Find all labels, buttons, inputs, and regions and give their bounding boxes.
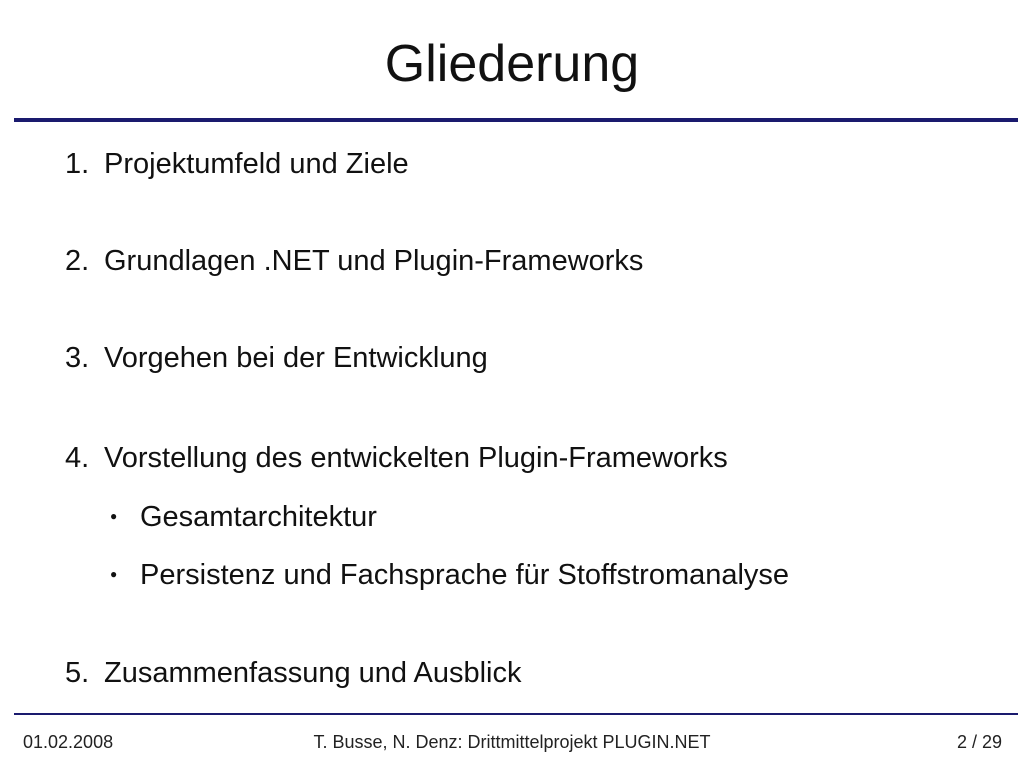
sub-item-label: Gesamtarchitektur bbox=[140, 501, 377, 533]
outline-item-number: 2. bbox=[65, 245, 90, 277]
outline-item-number: 1. bbox=[65, 148, 90, 180]
sub-item-persistenz bbox=[110, 557, 789, 594]
outline-item-label: Grundlagen .NET und Plugin-Frameworks bbox=[104, 245, 644, 277]
outline-item-label: Projektumfeld und Ziele bbox=[104, 148, 409, 180]
sub-item-gesamtarchitektur bbox=[110, 499, 377, 536]
outline-item-2 bbox=[65, 243, 643, 279]
outline-item-number: 4. bbox=[65, 442, 90, 474]
outline-item-5 bbox=[65, 655, 522, 691]
bullet-icon: ● bbox=[110, 567, 118, 582]
sub-item-label: Persistenz und Fachsprache für Stoffstromanalyse bbox=[140, 559, 790, 591]
outline-item-number: 3. bbox=[65, 342, 90, 374]
title-divider bbox=[14, 118, 1018, 122]
outline-item-4 bbox=[65, 440, 728, 476]
outline-item-1 bbox=[65, 146, 409, 182]
outline-item-number: 5. bbox=[65, 657, 90, 689]
page-number: 2 / 29 bbox=[956, 732, 1002, 752]
outline-item-label: Zusammenfassung und Ausblick bbox=[104, 657, 522, 689]
bullet-icon: ● bbox=[110, 509, 118, 524]
footer-title: T. Busse, N. Denz: Drittmittelprojekt PLUGIN.NET bbox=[313, 732, 711, 752]
footer-date: 01.02.2008 bbox=[23, 732, 114, 752]
outline-item-label: Vorgehen bei der Entwicklung bbox=[104, 342, 488, 374]
outline-item-3 bbox=[65, 340, 488, 376]
outline-item-label: Vorstellung des entwickelten Plugin-Frameworks bbox=[104, 442, 728, 474]
slide-title: Gliederung bbox=[384, 35, 640, 93]
footer-divider bbox=[14, 713, 1018, 715]
